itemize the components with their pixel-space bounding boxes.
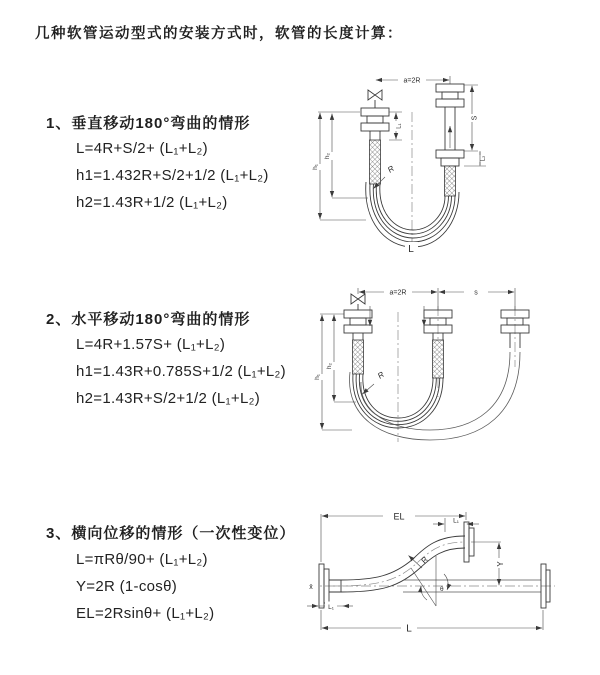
dimension-lines (314, 288, 515, 430)
dim-label-span: a=2R (403, 77, 421, 85)
section-2-formula-h1: h1=1.43R+0.785S+1/2 (L₁+L₂) (76, 363, 286, 380)
section-3-formula-L: L=πRθ/90+ (L₁+L₂) (76, 551, 208, 568)
dim-label-l2: L₂ (480, 155, 487, 162)
section-3-heading: 3、横向位移的情形（一次性变位） (46, 525, 296, 542)
dim-label-r: R (375, 369, 386, 381)
centerlines (398, 306, 515, 442)
dim-label-s: s (474, 289, 478, 297)
dimension-lines (312, 76, 487, 255)
dim-label-s: S (471, 115, 479, 121)
section-1-formula-h2: h2=1.43R+1/2 (L₁+L₂) (76, 194, 228, 211)
section-3-formula-Y: Y=2R (1-cosθ) (76, 578, 178, 595)
angle-construction (411, 556, 448, 606)
diagram-horizontal-180-bend (312, 282, 594, 448)
diagram-lateral-displacement (303, 506, 597, 648)
axis-mark (306, 581, 317, 592)
dim-label-h2: h₂ (323, 152, 331, 160)
dim-label-h2: h₂ (325, 362, 333, 370)
angle-label: θ (440, 586, 444, 593)
section-2-heading: 2、水平移动180°弯曲的情形 (46, 311, 251, 328)
dim-label-l: L (406, 623, 412, 635)
right-pipe-assembly (436, 84, 464, 196)
section-2-formula-h2: h2=1.43R+S/2+1/2 (L₁+L₂) (76, 390, 261, 407)
dim-label-r: R (385, 163, 396, 175)
left-pipe-assembly (361, 108, 389, 184)
section-3-formula-EL: EL=2Rsinθ+ (L₁+L₂) (76, 605, 215, 622)
dim-label-el: EL (393, 511, 405, 522)
section-1-formula-L: L=4R+S/2+ (L₁+L₂) (76, 140, 208, 157)
valve-icon (351, 294, 365, 310)
section-1-formula-h1: h1=1.432R+S/2+1/2 (L₁+L₂) (76, 167, 269, 184)
valve-icon (368, 90, 382, 108)
page-title: 几种软管运动型式的安装方式时，软管的长度计算： (35, 26, 403, 42)
dim-label-y: Y (496, 561, 505, 567)
section-2-formula-L: L=4R+1.57S+ (L₁+L₂) (76, 336, 226, 353)
axis-label: x̄ (309, 584, 313, 591)
dimension-lines (307, 512, 543, 635)
dim-label-l1: L₁ (396, 123, 403, 129)
section-1-heading: 1、垂直移动180°弯曲的情形 (46, 115, 251, 132)
dim-label-l1-left: L₁ (328, 603, 334, 611)
left-pipe-assembly (344, 310, 372, 374)
dim-label-l1-top: L₁ (453, 517, 459, 525)
dim-label-h1: h₁ (311, 164, 319, 170)
dim-label-h1: h₁ (313, 374, 321, 380)
dim-label-l: L (408, 244, 414, 255)
dim-label-span: a=2R (389, 289, 407, 297)
diagram-vertical-180-bend (310, 70, 590, 255)
dim-label-r: R (419, 555, 430, 566)
hose-s-curve (333, 536, 465, 592)
